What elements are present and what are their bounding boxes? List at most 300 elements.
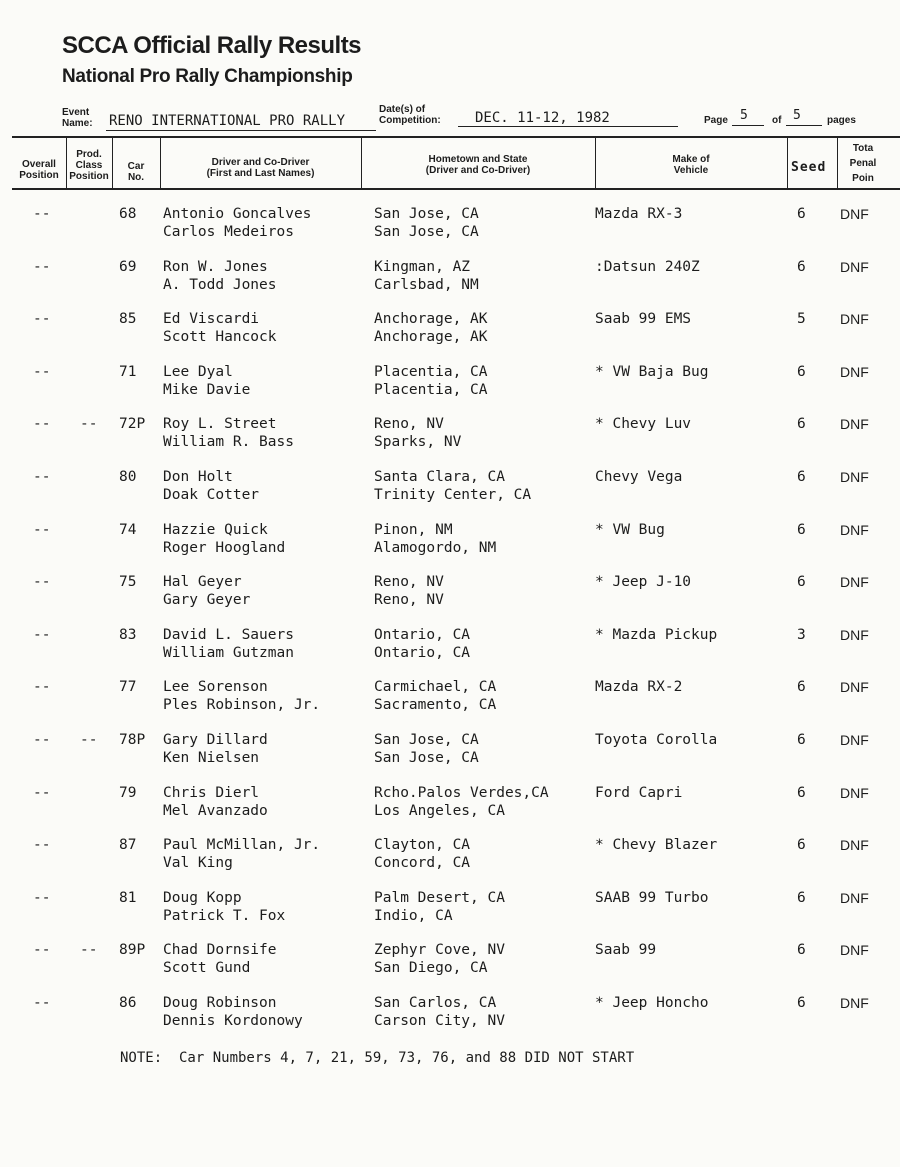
driver-hometown: San Carlos, CA <box>374 995 497 1011</box>
header-car-no <box>112 161 160 183</box>
driver-name: Lee Sorenson <box>163 679 268 696</box>
car-number-cell <box>119 994 136 1012</box>
codriver-name: Gary Geyer <box>163 592 251 609</box>
header-make <box>595 154 787 176</box>
overall-position: -- <box>33 626 51 643</box>
vehicle-make: Saab 99 EMS <box>595 311 692 328</box>
overall-position: -- <box>33 784 51 801</box>
car-number-cell <box>119 258 136 276</box>
overall-position: -- <box>33 942 51 959</box>
overall-position: -- <box>33 679 51 696</box>
car-number-cell <box>119 521 136 539</box>
overall-position-cell <box>33 731 50 749</box>
event-underline <box>106 130 376 131</box>
driver-name: Ron W. Jones <box>163 258 268 275</box>
seed: 6 <box>797 206 806 222</box>
result-cell <box>840 415 869 433</box>
driver-hometown: Reno, NV <box>374 574 444 591</box>
seed-cell <box>797 678 806 696</box>
seed: 6 <box>797 732 806 748</box>
codriver-hometown: Anchorage, AK <box>374 329 488 346</box>
driver-hometown-cell <box>374 363 488 399</box>
table-row <box>0 363 900 415</box>
vehicle-make-cell <box>595 205 682 223</box>
header-text: Driver and Co-Driver <box>211 157 310 168</box>
car-number: 75 <box>119 574 137 591</box>
driver-hometown: Santa Clara, CA <box>374 469 505 485</box>
driver-name-cell <box>163 994 303 1030</box>
driver-hometown-cell <box>374 836 470 872</box>
table-row <box>0 784 900 836</box>
driver-hometown: Palm Desert, CA <box>374 889 505 906</box>
seed-cell <box>797 941 806 959</box>
overall-position: -- <box>33 732 51 748</box>
overall-position: -- <box>33 416 51 433</box>
vehicle-make-cell <box>595 521 665 539</box>
codriver-hometown: Los Angeles, CA <box>374 802 505 819</box>
seed: 6 <box>797 679 806 696</box>
header-text: Make of <box>672 154 710 165</box>
result-cell <box>840 889 869 907</box>
driver-hometown-cell <box>374 521 496 557</box>
driver-hometown-cell <box>374 678 496 714</box>
overall-position: -- <box>33 311 51 328</box>
header-text: Position <box>19 170 59 181</box>
header-text: Prod. <box>76 149 102 160</box>
dates-label <box>379 104 441 126</box>
seed: 6 <box>797 574 806 591</box>
car-number: 78P <box>119 732 146 748</box>
driver-hometown: Anchorage, AK <box>374 311 488 328</box>
codriver-name: Mel Avanzado <box>163 802 268 819</box>
car-number: 79 <box>119 784 137 801</box>
overall-position-cell <box>33 521 50 539</box>
overall-position-cell <box>33 258 50 276</box>
car-number-cell <box>119 941 145 959</box>
driver-hometown-cell <box>374 784 549 820</box>
seed: 6 <box>797 363 806 380</box>
codriver-name: Mike Davie <box>163 381 251 398</box>
driver-hometown-cell <box>374 468 531 504</box>
codriver-hometown: Carson City, NV <box>374 1013 505 1029</box>
header-text: (Driver and Co-Driver) <box>425 165 531 176</box>
table-row <box>0 678 900 730</box>
seed-cell <box>797 258 806 276</box>
header-overall-position <box>12 159 66 181</box>
codriver-hometown: Trinity Center, CA <box>374 487 532 503</box>
document-title: SCCA Official Rally Results <box>62 32 362 59</box>
codriver-name: Ples Robinson, Jr. <box>163 697 321 714</box>
vehicle-make: * VW Bug <box>595 521 665 538</box>
seed: 6 <box>797 837 806 854</box>
driver-hometown-cell <box>374 415 461 451</box>
codriver-hometown: Ontario, CA <box>374 644 471 661</box>
car-number-cell <box>119 836 136 854</box>
header-prod-class-position <box>66 149 112 182</box>
result-cell <box>840 994 869 1012</box>
driver-name: Chad Dornsife <box>163 942 277 959</box>
header-text: Vehicle <box>673 165 709 176</box>
driver-hometown: Reno, NV <box>374 416 444 433</box>
page-label: Page <box>704 115 728 126</box>
table-row <box>0 731 900 783</box>
driver-hometown-cell <box>374 258 479 294</box>
vehicle-make: * Jeep Honcho <box>595 995 709 1011</box>
page-number-underline <box>732 125 764 126</box>
prod-class-position-cell <box>80 731 97 749</box>
codriver-hometown: Concord, CA <box>374 855 471 872</box>
header-text: (First and Last Names) <box>206 168 315 179</box>
codriver-name: Dennis Kordonowy <box>163 1013 303 1029</box>
driver-name-cell <box>163 836 320 872</box>
page-number: 5 <box>740 108 748 123</box>
codriver-name: William Gutzman <box>163 644 294 661</box>
driver-hometown-cell <box>374 626 470 662</box>
vehicle-make-cell <box>595 731 717 749</box>
table-header-rule <box>12 188 900 190</box>
prod-class-position: -- <box>80 416 98 433</box>
driver-name: Roy L. Street <box>163 416 277 433</box>
driver-name-cell <box>163 205 311 241</box>
result-cell <box>840 678 869 696</box>
result-cell <box>840 784 869 802</box>
result: DNF <box>840 311 869 328</box>
seed: 5 <box>797 311 806 328</box>
car-number-cell <box>119 889 136 907</box>
codriver-name: Doak Cotter <box>163 487 260 503</box>
driver-hometown: Rcho.Palos Verdes,CA <box>374 784 549 801</box>
seed: 6 <box>797 258 806 275</box>
car-number-cell <box>119 784 136 802</box>
result-cell <box>840 258 869 276</box>
codriver-name: Val King <box>163 855 233 872</box>
driver-name-cell <box>163 363 250 399</box>
event-label-line1: Event <box>62 107 90 118</box>
vehicle-make-cell <box>595 258 700 276</box>
seed: 6 <box>797 416 806 433</box>
codriver-name: Carlos Medeiros <box>163 224 294 240</box>
driver-hometown-cell <box>374 205 479 241</box>
vehicle-make: Mazda RX-2 <box>595 679 683 696</box>
seed-cell <box>797 836 806 854</box>
overall-position: -- <box>33 889 51 906</box>
page-total: 5 <box>793 108 801 123</box>
result-cell <box>840 626 869 644</box>
header-text: Position <box>69 171 109 182</box>
car-number: 80 <box>119 469 137 485</box>
driver-name-cell <box>163 521 285 557</box>
codriver-name: A. Todd Jones <box>163 276 277 293</box>
result-cell <box>840 468 869 486</box>
table-row <box>0 310 900 362</box>
header-text: Tota <box>852 143 874 154</box>
vehicle-make: * Jeep J-10 <box>595 574 692 591</box>
seed-cell <box>797 784 806 802</box>
seed: 6 <box>797 469 806 485</box>
header-driver <box>160 157 361 179</box>
car-number: 81 <box>119 889 137 906</box>
prod-class-position-cell <box>80 415 97 433</box>
overall-position: -- <box>33 469 51 485</box>
vehicle-make: Chevy Vega <box>595 469 683 485</box>
driver-name-cell <box>163 678 320 714</box>
seed-cell <box>797 521 806 539</box>
prod-class-position: -- <box>80 942 98 959</box>
car-number: 86 <box>119 995 137 1011</box>
car-number: 71 <box>119 363 137 380</box>
col-divider <box>787 136 788 190</box>
driver-name: Hal Geyer <box>163 574 242 591</box>
overall-position: -- <box>33 837 51 854</box>
overall-position-cell <box>33 573 50 591</box>
codriver-hometown: San Jose, CA <box>374 750 479 766</box>
table-row <box>0 573 900 625</box>
header-seed: Seed <box>791 160 827 175</box>
driver-hometown: Clayton, CA <box>374 837 471 854</box>
driver-hometown: San Jose, CA <box>374 732 479 748</box>
driver-name-cell <box>163 310 277 346</box>
driver-name-cell <box>163 731 268 767</box>
vehicle-make: Mazda RX-3 <box>595 206 683 222</box>
prod-class-position: -- <box>80 732 98 748</box>
vehicle-make: * Chevy Blazer <box>595 837 718 854</box>
prod-class-position-cell <box>80 941 97 959</box>
result-cell <box>840 573 869 591</box>
overall-position-cell <box>33 310 50 328</box>
driver-hometown: Kingman, AZ <box>374 258 471 275</box>
header-text: Car <box>127 161 145 172</box>
driver-hometown-cell <box>374 941 505 977</box>
table-row <box>0 889 900 941</box>
codriver-name: Scott Hancock <box>163 329 277 346</box>
overall-position-cell <box>33 626 50 644</box>
car-number: 69 <box>119 258 137 275</box>
table-row <box>0 994 900 1046</box>
codriver-hometown: Placentia, CA <box>374 381 488 398</box>
codriver-name: Scott Gund <box>163 960 251 977</box>
codriver-hometown: Sacramento, CA <box>374 697 497 714</box>
car-number: 85 <box>119 311 137 328</box>
overall-position-cell <box>33 784 50 802</box>
overall-position-cell <box>33 889 50 907</box>
result: DNF <box>840 942 869 959</box>
result: DNF <box>840 363 869 380</box>
vehicle-make: * Mazda Pickup <box>595 626 718 643</box>
vehicle-make: SAAB 99 Turbo <box>595 889 709 906</box>
result: DNF <box>840 416 869 433</box>
overall-position: -- <box>33 574 51 591</box>
note-text: NOTE: Car Numbers 4, 7, 21, 59, 73, 76, and 88 DID NOT START <box>120 1050 635 1066</box>
overall-position-cell <box>33 205 50 223</box>
table-row <box>0 626 900 678</box>
vehicle-make: Ford Capri <box>595 784 683 801</box>
table-row <box>0 521 900 573</box>
result: DNF <box>840 258 869 275</box>
codriver-name: Patrick T. Fox <box>163 907 286 924</box>
driver-name: Antonio Goncalves <box>163 206 312 222</box>
seed-cell <box>797 573 806 591</box>
driver-name-cell <box>163 941 277 977</box>
vehicle-make-cell <box>595 626 717 644</box>
table-top-rule <box>12 136 900 138</box>
car-number: 72P <box>119 416 146 433</box>
result-cell <box>840 363 869 381</box>
car-number: 87 <box>119 837 137 854</box>
seed: 6 <box>797 942 806 959</box>
car-number-cell <box>119 363 136 381</box>
vehicle-make: * Chevy Luv <box>595 416 692 433</box>
table-row <box>0 941 900 993</box>
vehicle-make: Toyota Corolla <box>595 732 718 748</box>
event-label <box>62 107 93 129</box>
vehicle-make-cell <box>595 363 709 381</box>
codriver-name: Ken Nielsen <box>163 750 260 766</box>
table-row <box>0 205 900 257</box>
codriver-name: William R. Bass <box>163 434 294 451</box>
overall-position-cell <box>33 415 50 433</box>
event-name: RENO INTERNATIONAL PRO RALLY <box>109 113 346 129</box>
result-cell <box>840 205 869 223</box>
result: DNF <box>840 784 869 801</box>
dates-label-line2: Competition: <box>379 115 441 126</box>
result: DNF <box>840 995 869 1011</box>
result: DNF <box>840 732 869 748</box>
seed-cell <box>797 731 806 749</box>
vehicle-make-cell <box>595 889 709 907</box>
vehicle-make: :Datsun 240Z <box>595 258 700 275</box>
driver-name-cell <box>163 784 268 820</box>
document-subtitle: National Pro Rally Championship <box>62 66 353 87</box>
header-text: Penal <box>849 158 877 169</box>
overall-position-cell <box>33 994 50 1012</box>
overall-position-cell <box>33 941 50 959</box>
of-label: of <box>772 115 782 126</box>
header-text: Hometown and State <box>428 154 528 165</box>
header-total-penalty-points <box>838 141 888 186</box>
driver-hometown: San Jose, CA <box>374 206 479 222</box>
vehicle-make-cell <box>595 573 691 591</box>
car-number: 89P <box>119 942 146 959</box>
seed: 6 <box>797 521 806 538</box>
pages-label: pages <box>827 115 856 126</box>
driver-name-cell <box>163 415 294 451</box>
car-number-cell <box>119 573 136 591</box>
driver-name: Paul McMillan, Jr. <box>163 837 321 854</box>
vehicle-make-cell <box>595 678 682 696</box>
seed-cell <box>797 415 806 433</box>
car-number-cell <box>119 678 136 696</box>
car-number-cell <box>119 310 136 328</box>
codriver-hometown: Reno, NV <box>374 592 444 609</box>
header-text: No. <box>127 172 145 183</box>
vehicle-make: * VW Baja Bug <box>595 363 709 380</box>
driver-name: Ed Viscardi <box>163 311 260 328</box>
overall-position: -- <box>33 206 51 222</box>
overall-position: -- <box>33 995 51 1011</box>
driver-hometown: Zephyr Cove, NV <box>374 942 505 959</box>
seed-cell <box>797 205 806 223</box>
seed-cell <box>797 468 806 486</box>
table-row <box>0 836 900 888</box>
seed-cell <box>797 889 806 907</box>
dates-underline <box>458 126 678 127</box>
vehicle-make-cell <box>595 310 691 328</box>
car-number-cell <box>119 205 136 223</box>
result: DNF <box>840 469 869 485</box>
car-number-cell <box>119 468 136 486</box>
result: DNF <box>840 679 869 696</box>
codriver-hometown: Indio, CA <box>374 907 453 924</box>
table-row <box>0 258 900 310</box>
driver-name: Gary Dillard <box>163 732 268 748</box>
driver-hometown-cell <box>374 731 479 767</box>
overall-position-cell <box>33 678 50 696</box>
driver-name: Don Holt <box>163 469 233 485</box>
seed-cell <box>797 363 806 381</box>
result-cell <box>840 310 869 328</box>
overall-position: -- <box>33 521 51 538</box>
driver-hometown-cell <box>374 889 505 925</box>
vehicle-make-cell <box>595 836 717 854</box>
seed: 6 <box>797 784 806 801</box>
driver-name-cell <box>163 626 294 662</box>
result-cell <box>840 521 869 539</box>
car-number-cell <box>119 415 145 433</box>
driver-hometown-cell <box>374 994 505 1030</box>
event-label-line2: Name: <box>62 118 93 129</box>
overall-position: -- <box>33 363 51 380</box>
table-row <box>0 415 900 467</box>
seed-cell <box>797 626 806 644</box>
driver-name-cell <box>163 573 250 609</box>
vehicle-make-cell <box>595 784 682 802</box>
result-cell <box>840 941 869 959</box>
vehicle-make-cell <box>595 994 709 1012</box>
driver-name: Chris Dierl <box>163 784 260 801</box>
codriver-name: Roger Hoogland <box>163 539 286 556</box>
vehicle-make: Saab 99 <box>595 942 657 959</box>
codriver-hometown: Sparks, NV <box>374 434 462 451</box>
result: DNF <box>840 626 869 643</box>
header-text: Overall <box>22 159 56 170</box>
driver-hometown-cell <box>374 310 488 346</box>
page-total-underline <box>786 125 822 126</box>
driver-hometown: Placentia, CA <box>374 363 488 380</box>
result: DNF <box>840 889 869 906</box>
result: DNF <box>840 521 869 538</box>
car-number-cell <box>119 731 145 749</box>
car-number-cell <box>119 626 136 644</box>
driver-name: Hazzie Quick <box>163 521 268 538</box>
seed: 6 <box>797 995 806 1011</box>
car-number: 77 <box>119 679 137 696</box>
driver-name: Doug Kopp <box>163 889 242 906</box>
codriver-hometown: San Diego, CA <box>374 960 488 977</box>
driver-name-cell <box>163 468 259 504</box>
overall-position-cell <box>33 836 50 854</box>
codriver-hometown: Carlsbad, NM <box>374 276 479 293</box>
car-number: 68 <box>119 206 137 222</box>
seed: 3 <box>797 626 806 643</box>
codriver-hometown: Alamogordo, NM <box>374 539 497 556</box>
dates-label-line1: Date(s) of <box>379 104 426 115</box>
driver-name: Doug Robinson <box>163 995 277 1011</box>
header-text: Class <box>75 160 103 171</box>
seed-cell <box>797 994 806 1012</box>
driver-name-cell <box>163 258 277 294</box>
result-cell <box>840 731 869 749</box>
driver-hometown: Ontario, CA <box>374 626 471 643</box>
